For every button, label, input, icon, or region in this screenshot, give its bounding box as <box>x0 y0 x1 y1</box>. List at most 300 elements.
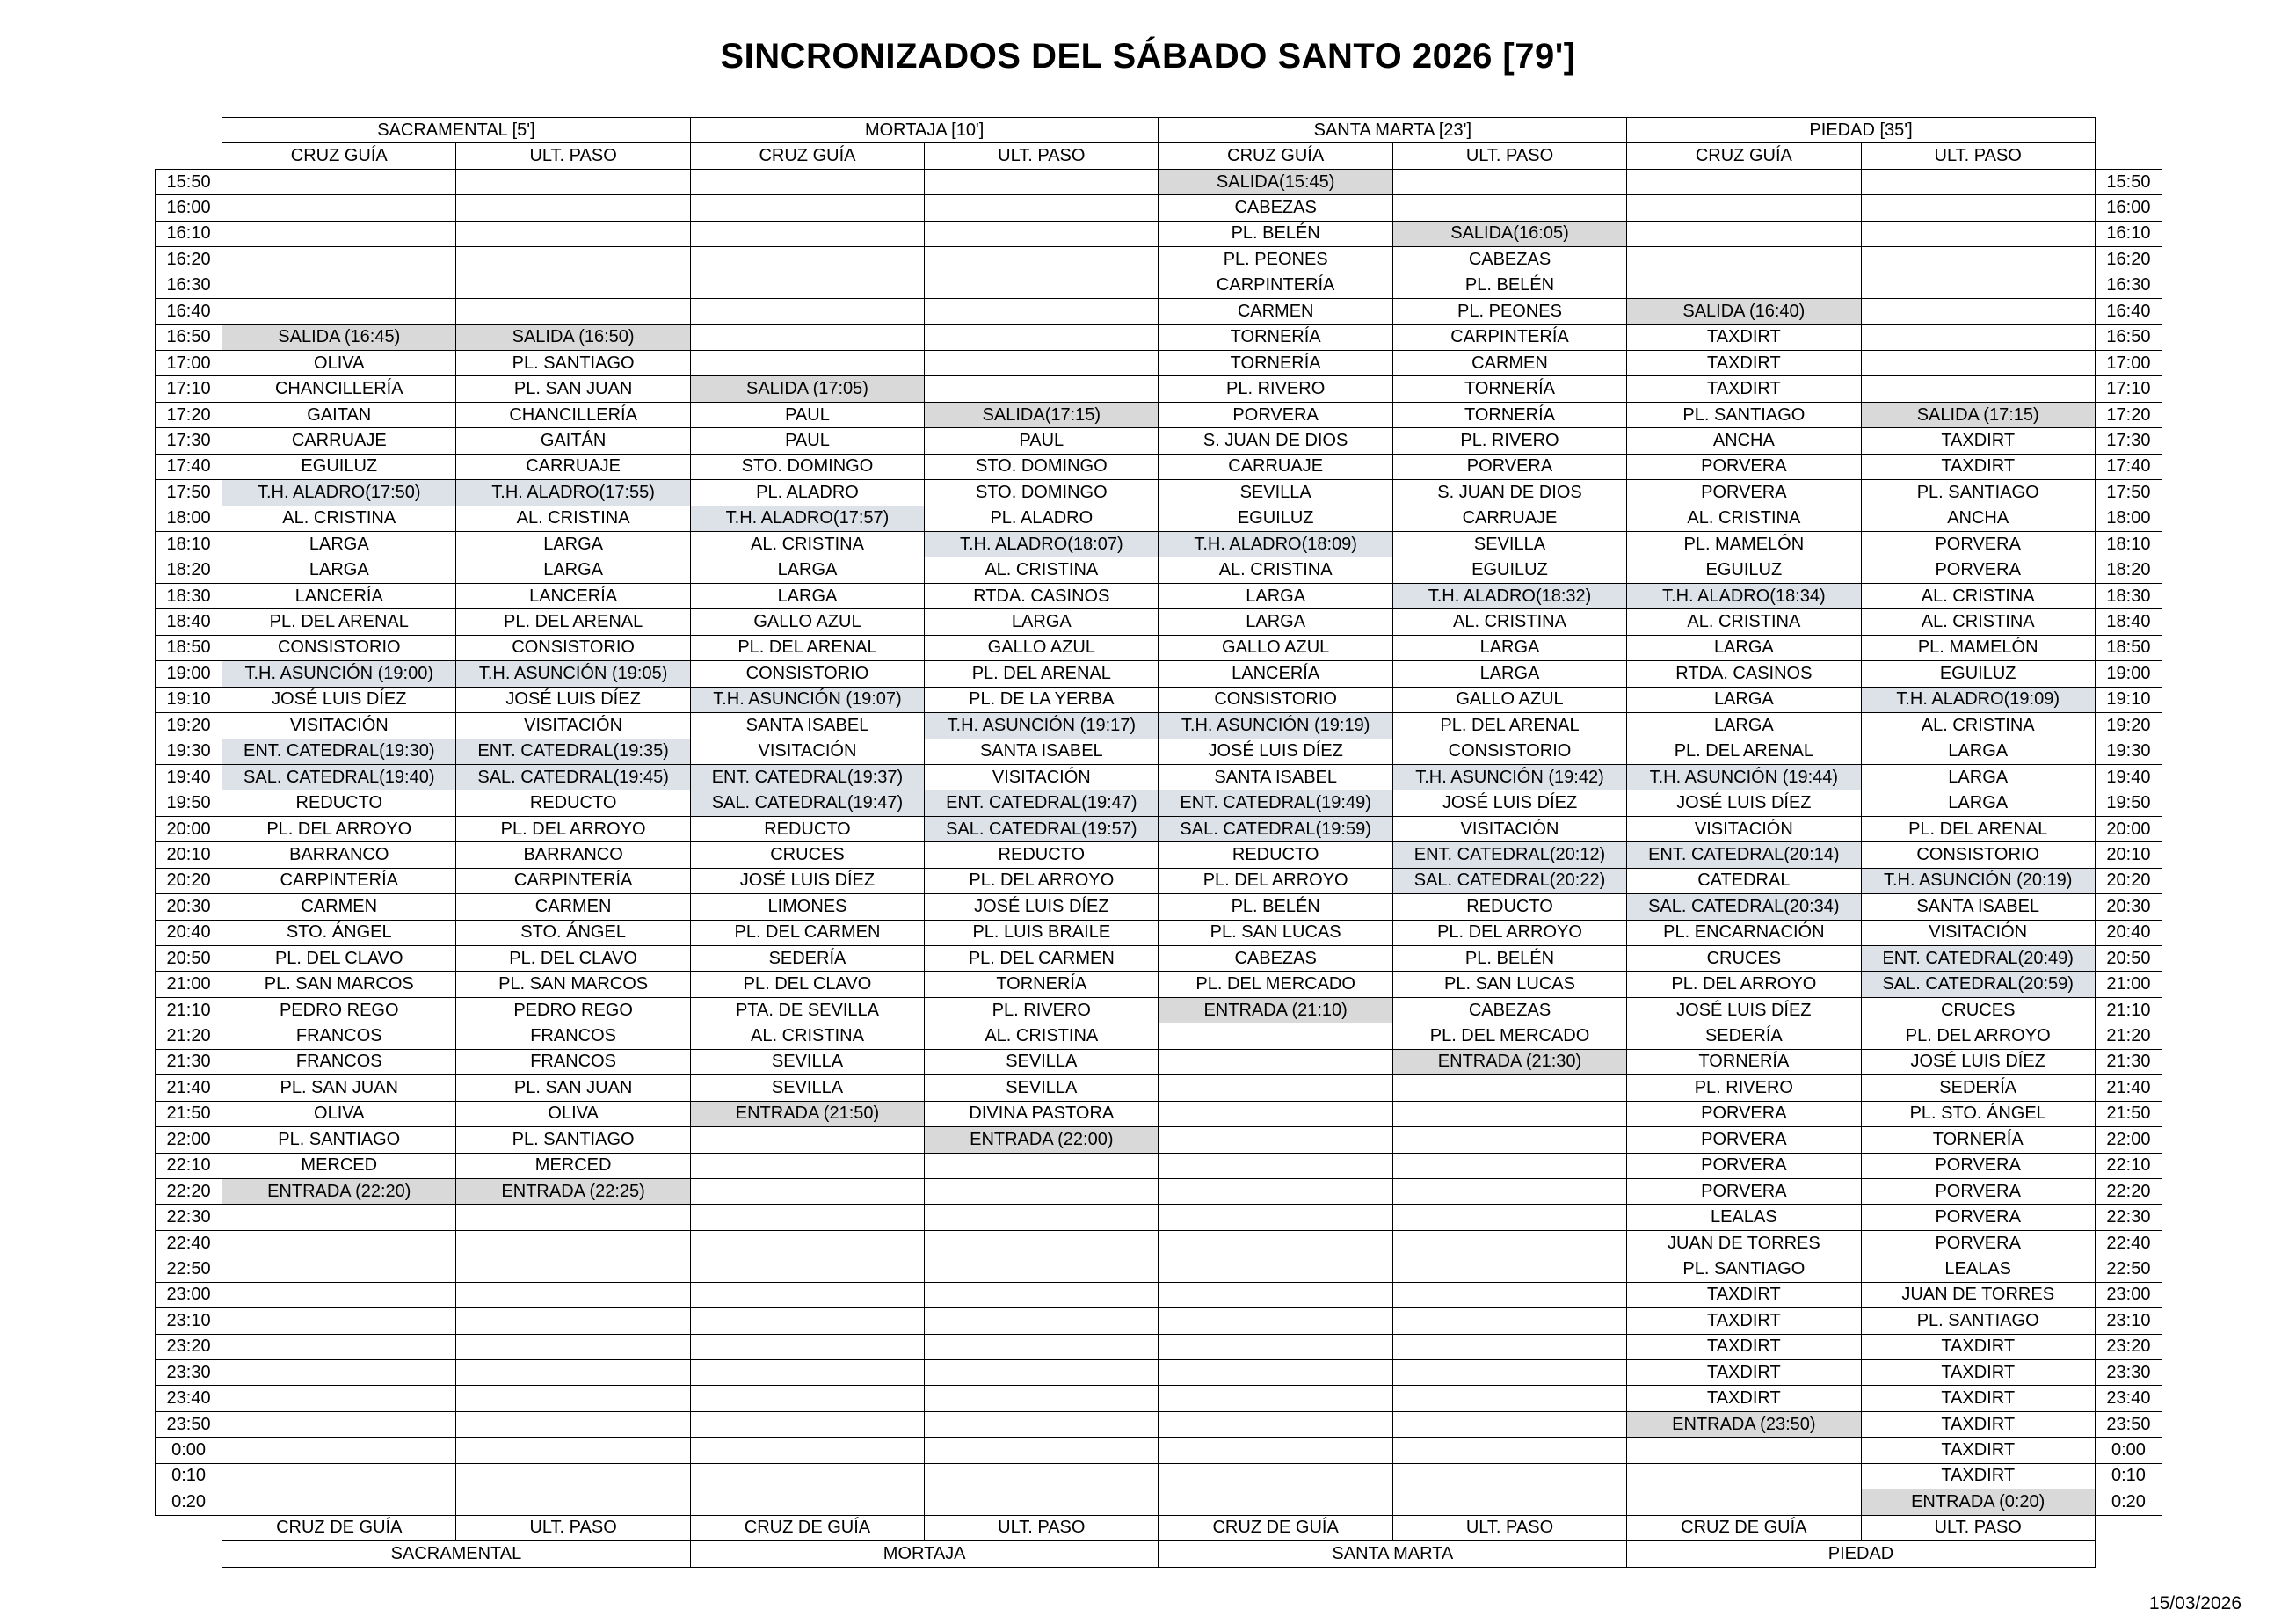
schedule-cell: CONSISTORIO <box>1392 739 1626 764</box>
schedule-cell: SALIDA(17:15) <box>925 402 1159 427</box>
time-right: 16:10 <box>2095 221 2162 246</box>
schedule-cell <box>1392 1205 1626 1230</box>
schedule-cell: PL. MAMELÓN <box>1861 635 2095 660</box>
schedule-cell: CONSISTORIO <box>690 661 924 687</box>
schedule-cell <box>1392 1386 1626 1411</box>
schedule-cell <box>690 1153 924 1178</box>
schedule-cell: CRUCES <box>1861 997 2095 1023</box>
schedule-cell: CONSISTORIO <box>222 635 456 660</box>
schedule-cell: REDUCTO <box>1159 842 1392 868</box>
schedule-cell: CARPINTERÍA <box>1159 273 1392 298</box>
table-row <box>156 868 2162 893</box>
table-row <box>156 1075 2162 1101</box>
schedule-cell: AL. CRISTINA <box>1159 557 1392 583</box>
table-row <box>156 402 2162 427</box>
schedule-cell <box>925 1256 1159 1282</box>
footer-sub-header: CRUZ DE GUÍA <box>1159 1515 1392 1540</box>
schedule-cell: PL. SANTIAGO <box>456 1127 690 1153</box>
schedule-cell: STO. DOMINGO <box>690 454 924 479</box>
schedule-cell <box>1159 1411 1392 1437</box>
schedule-cell: T.H. ASUNCIÓN (19:17) <box>925 713 1159 739</box>
schedule-cell <box>690 1127 924 1153</box>
table-row <box>156 532 2162 557</box>
schedule-cell: EGUILUZ <box>1392 557 1626 583</box>
schedule-cell: SEVILLA <box>1392 532 1626 557</box>
time-left: 23:20 <box>156 1334 222 1359</box>
schedule-cell: SEDERÍA <box>1861 1075 2095 1101</box>
table-row <box>156 299 2162 324</box>
time-right: 23:30 <box>2095 1360 2162 1386</box>
table-row <box>156 1386 2162 1411</box>
schedule-cell: AL. CRISTINA <box>1392 609 1626 635</box>
schedule-cell <box>456 1463 690 1489</box>
schedule-cell: PL. STO. ÁNGEL <box>1861 1101 2095 1126</box>
schedule-cell: CARRUAJE <box>1392 506 1626 531</box>
schedule-cell <box>1159 1360 1392 1386</box>
schedule-cell: JOSÉ LUIS DÍEZ <box>690 868 924 893</box>
time-left: 20:40 <box>156 920 222 945</box>
schedule-cell <box>1627 247 1861 273</box>
time-left: 19:00 <box>156 661 222 687</box>
time-right: 23:20 <box>2095 1334 2162 1359</box>
table-row <box>156 428 2162 454</box>
schedule-cell: VISITACIÓN <box>222 713 456 739</box>
schedule-cell <box>925 1308 1159 1334</box>
table-row <box>156 221 2162 246</box>
schedule-cell: PTA. DE SEVILLA <box>690 997 924 1023</box>
schedule-cell: TAXDIRT <box>1861 1334 2095 1359</box>
schedule-cell: BARRANCO <box>456 842 690 868</box>
schedule-cell: TAXDIRT <box>1627 324 1861 350</box>
schedule-cell: ENT. CATEDRAL(20:49) <box>1861 946 2095 972</box>
schedule-cell <box>690 1256 924 1282</box>
schedule-cell: TAXDIRT <box>1861 1411 2095 1437</box>
schedule-cell: JOSÉ LUIS DÍEZ <box>1627 790 1861 816</box>
schedule-cell: SALIDA (17:15) <box>1861 402 2095 427</box>
table-row <box>156 1334 2162 1359</box>
schedule-cell: AL. CRISTINA <box>1861 713 2095 739</box>
time-right: 20:50 <box>2095 946 2162 972</box>
schedule-cell <box>690 350 924 375</box>
table-row <box>156 1463 2162 1489</box>
time-right: 17:40 <box>2095 454 2162 479</box>
sub-header: ULT. PASO <box>925 143 1159 169</box>
schedule-cell: SALIDA(16:05) <box>1392 221 1626 246</box>
group-header: PIEDAD [35'] <box>1627 118 2096 143</box>
schedule-cell: PL. DEL ARROYO <box>456 816 690 841</box>
schedule-cell: PL. DEL ARROYO <box>1159 868 1392 893</box>
time-right: 21:50 <box>2095 1101 2162 1126</box>
time-left: 22:30 <box>156 1205 222 1230</box>
time-right: 22:30 <box>2095 1205 2162 1230</box>
schedule-cell <box>222 299 456 324</box>
schedule-cell <box>1861 299 2095 324</box>
schedule-cell <box>1861 273 2095 298</box>
time-right: 22:00 <box>2095 1127 2162 1153</box>
time-right: 23:00 <box>2095 1282 2162 1307</box>
schedule-cell: MERCED <box>456 1153 690 1178</box>
schedule-cell <box>456 247 690 273</box>
schedule-cell <box>1627 1489 1861 1515</box>
schedule-cell: SALIDA (16:45) <box>222 324 456 350</box>
schedule-cell <box>1861 376 2095 402</box>
schedule-cell <box>1392 1489 1626 1515</box>
schedule-cell: ENT. CATEDRAL(19:35) <box>456 739 690 764</box>
schedule-cell: PL. ENCARNACIÓN <box>1627 920 1861 945</box>
schedule-cell <box>1861 324 2095 350</box>
schedule-cell <box>456 195 690 221</box>
schedule-cell <box>925 221 1159 246</box>
footer-sub-header: CRUZ DE GUÍA <box>690 1515 924 1540</box>
schedule-cell: ENTRADA (0:20) <box>1861 1489 2095 1515</box>
schedule-cell: PORVERA <box>1627 1127 1861 1153</box>
time-left: 22:50 <box>156 1256 222 1282</box>
schedule-cell <box>456 1282 690 1307</box>
time-right: 18:20 <box>2095 557 2162 583</box>
schedule-cell <box>456 1308 690 1334</box>
time-left: 19:30 <box>156 739 222 764</box>
schedule-cell: PL. DEL ARENAL <box>1861 816 2095 841</box>
table-row <box>156 894 2162 920</box>
time-left: 22:40 <box>156 1230 222 1256</box>
table-row <box>156 1438 2162 1463</box>
time-left: 19:20 <box>156 713 222 739</box>
schedule-cell: LARGA <box>1627 687 1861 712</box>
schedule-cell: AL. CRISTINA <box>690 532 924 557</box>
schedule-cell: SANTA ISABEL <box>1861 894 2095 920</box>
schedule-cell: CATEDRAL <box>1627 868 1861 893</box>
time-right: 16:40 <box>2095 299 2162 324</box>
schedule-cell: FRANCOS <box>222 1049 456 1074</box>
schedule-cell: T.H. ASUNCIÓN (19:05) <box>456 661 690 687</box>
schedule-cell <box>1392 195 1626 221</box>
schedule-cell: STO. DOMINGO <box>925 480 1159 506</box>
schedule-cell: PL. DEL ARROYO <box>925 868 1159 893</box>
schedule-cell <box>222 1205 456 1230</box>
schedule-cell: PL. SAN MARCOS <box>456 972 690 997</box>
schedule-cell: DIVINA PASTORA <box>925 1101 1159 1126</box>
time-left: 19:50 <box>156 790 222 816</box>
table-row <box>156 790 2162 816</box>
schedule-cell <box>1159 1308 1392 1334</box>
time-right: 23:10 <box>2095 1308 2162 1334</box>
footer-sub-header: CRUZ DE GUÍA <box>222 1515 456 1540</box>
schedule-cell: T.H. ALADRO(18:07) <box>925 532 1159 557</box>
schedule-cell <box>690 1230 924 1256</box>
schedule-cell: CABEZAS <box>1159 946 1392 972</box>
sub-header: CRUZ GUÍA <box>690 143 924 169</box>
time-right: 17:10 <box>2095 376 2162 402</box>
schedule-cell: CHANCILLERÍA <box>456 402 690 427</box>
schedule-cell: SEDERÍA <box>690 946 924 972</box>
schedule-cell: PORVERA <box>1627 454 1861 479</box>
time-right: 0:00 <box>2095 1438 2162 1463</box>
schedule-cell: T.H. ASUNCIÓN (20:19) <box>1861 868 2095 893</box>
schedule-cell: TAXDIRT <box>1627 1386 1861 1411</box>
time-left: 21:00 <box>156 972 222 997</box>
schedule-cell: JUAN DE TORRES <box>1861 1282 2095 1307</box>
schedule-cell: LANCERÍA <box>456 583 690 608</box>
schedule-cell: SALIDA (16:50) <box>456 324 690 350</box>
schedule-cell: LANCERÍA <box>1159 661 1392 687</box>
schedule-cell <box>1159 1153 1392 1178</box>
schedule-cell: CARMEN <box>1392 350 1626 375</box>
table-row <box>156 816 2162 841</box>
sub-header: ULT. PASO <box>1861 143 2095 169</box>
schedule-cell: JOSÉ LUIS DÍEZ <box>456 687 690 712</box>
schedule-cell: OLIVA <box>222 350 456 375</box>
schedule-cell <box>690 221 924 246</box>
schedule-cell: SEVILLA <box>925 1075 1159 1101</box>
schedule-cell: OLIVA <box>456 1101 690 1126</box>
table-row <box>156 1049 2162 1074</box>
schedule-cell: T.H. ALADRO(17:57) <box>690 506 924 531</box>
sub-header-row <box>156 143 2162 169</box>
table-row <box>156 635 2162 660</box>
schedule-cell <box>690 273 924 298</box>
schedule-cell <box>1159 1282 1392 1307</box>
schedule-cell: PORVERA <box>1159 402 1392 427</box>
schedule-cell: TORNERÍA <box>1627 1049 1861 1074</box>
schedule-body <box>156 169 2162 1515</box>
schedule-cell <box>1159 1023 1392 1049</box>
schedule-cell: AL. CRISTINA <box>456 506 690 531</box>
schedule-cell: TAXDIRT <box>1627 1334 1861 1359</box>
schedule-cell: AL. CRISTINA <box>1861 583 2095 608</box>
schedule-cell: SALIDA(15:45) <box>1159 169 1392 194</box>
schedule-cell: CONSISTORIO <box>1861 842 2095 868</box>
schedule-cell <box>1392 1101 1626 1126</box>
schedule-cell <box>1392 1411 1626 1437</box>
group-header: SANTA MARTA [23'] <box>1159 118 1627 143</box>
time-left: 21:30 <box>156 1049 222 1074</box>
schedule-cell <box>456 1360 690 1386</box>
time-right: 19:50 <box>2095 790 2162 816</box>
time-right: 20:40 <box>2095 920 2162 945</box>
schedule-cell: SAL. CATEDRAL(19:47) <box>690 790 924 816</box>
time-right: 21:40 <box>2095 1075 2162 1101</box>
schedule-cell: LEALAS <box>1627 1205 1861 1230</box>
schedule-cell <box>1627 1438 1861 1463</box>
time-left: 18:50 <box>156 635 222 660</box>
schedule-cell: JOSÉ LUIS DÍEZ <box>925 894 1159 920</box>
schedule-cell: VISITACIÓN <box>1861 920 2095 945</box>
schedule-cell <box>1159 1438 1392 1463</box>
schedule-cell: STO. DOMINGO <box>925 454 1159 479</box>
table-row <box>156 1205 2162 1230</box>
schedule-cell: ENTRADA (22:25) <box>456 1178 690 1204</box>
schedule-cell: LARGA <box>1392 661 1626 687</box>
time-left: 0:20 <box>156 1489 222 1515</box>
schedule-cell <box>222 1411 456 1437</box>
schedule-cell <box>690 1438 924 1463</box>
schedule-cell: S. JUAN DE DIOS <box>1159 428 1392 454</box>
time-right: 21:20 <box>2095 1023 2162 1049</box>
schedule-cell: AL. CRISTINA <box>925 557 1159 583</box>
schedule-cell: TAXDIRT <box>1861 1438 2095 1463</box>
schedule-cell <box>222 1230 456 1256</box>
schedule-cell <box>1627 273 1861 298</box>
schedule-cell: CARPINTERÍA <box>456 868 690 893</box>
schedule-cell: ENTRADA (22:20) <box>222 1178 456 1204</box>
schedule-cell <box>1159 1489 1392 1515</box>
schedule-cell: OLIVA <box>222 1101 456 1126</box>
table-row <box>156 1023 2162 1049</box>
schedule-cell: EGUILUZ <box>1861 661 2095 687</box>
time-left: 20:30 <box>156 894 222 920</box>
schedule-cell <box>1392 1334 1626 1359</box>
time-left: 16:50 <box>156 324 222 350</box>
footer-group: SANTA MARTA <box>1159 1541 1627 1567</box>
schedule-cell <box>925 299 1159 324</box>
schedule-cell: JOSÉ LUIS DÍEZ <box>1159 739 1392 764</box>
table-row <box>156 195 2162 221</box>
schedule-cell <box>690 324 924 350</box>
document-date: 15/03/2026 <box>2148 1593 2242 1613</box>
schedule-cell <box>222 169 456 194</box>
schedule-cell: PL. PEONES <box>1159 247 1392 273</box>
time-left: 23:40 <box>156 1386 222 1411</box>
time-left: 22:00 <box>156 1127 222 1153</box>
time-right: 18:50 <box>2095 635 2162 660</box>
sub-header: CRUZ GUÍA <box>1159 143 1392 169</box>
time-right: 16:00 <box>2095 195 2162 221</box>
schedule-cell <box>1627 169 1861 194</box>
table-row <box>156 1178 2162 1204</box>
schedule-cell: FRANCOS <box>456 1049 690 1074</box>
table-row <box>156 1360 2162 1386</box>
schedule-cell: PL. DEL ARROYO <box>1627 972 1861 997</box>
schedule-cell: SAL. CATEDRAL(19:45) <box>456 764 690 790</box>
schedule-cell <box>1159 1049 1392 1074</box>
schedule-cell <box>456 1334 690 1359</box>
schedule-cell <box>222 1334 456 1359</box>
schedule-cell: CABEZAS <box>1392 997 1626 1023</box>
schedule-cell <box>456 1386 690 1411</box>
schedule-cell <box>690 247 924 273</box>
schedule-cell <box>690 1360 924 1386</box>
schedule-cell: CHANCILLERÍA <box>222 376 456 402</box>
schedule-cell: PORVERA <box>1627 1101 1861 1126</box>
group-header-row <box>156 118 2162 143</box>
schedule-cell: PL. RIVERO <box>1392 428 1626 454</box>
time-right: 22:50 <box>2095 1256 2162 1282</box>
table-row <box>156 1308 2162 1334</box>
schedule-cell: CONSISTORIO <box>1159 687 1392 712</box>
time-right: 21:30 <box>2095 1049 2162 1074</box>
schedule-cell: MERCED <box>222 1153 456 1178</box>
schedule-cell <box>1627 195 1861 221</box>
schedule-cell: LEALAS <box>1861 1256 2095 1282</box>
schedule-cell <box>1159 1334 1392 1359</box>
schedule-cell <box>925 350 1159 375</box>
time-right: 20:10 <box>2095 842 2162 868</box>
table-row <box>156 1256 2162 1282</box>
time-right: 18:30 <box>2095 583 2162 608</box>
schedule-cell: VISITACIÓN <box>456 713 690 739</box>
schedule-cell <box>690 1463 924 1489</box>
schedule-cell: SEVILLA <box>690 1075 924 1101</box>
schedule-cell <box>925 1282 1159 1307</box>
schedule-cell <box>222 1360 456 1386</box>
sub-header: ULT. PASO <box>456 143 690 169</box>
schedule-cell: PL. SAN JUAN <box>456 1075 690 1101</box>
schedule-cell <box>222 1386 456 1411</box>
schedule-cell <box>456 1205 690 1230</box>
table-row <box>156 1153 2162 1178</box>
schedule-cell: SEDERÍA <box>1627 1023 1861 1049</box>
schedule-cell: PL. BELÉN <box>1159 221 1392 246</box>
schedule-cell: T.H. ASUNCIÓN (19:19) <box>1159 713 1392 739</box>
schedule-cell: PL. DEL ARROYO <box>222 816 456 841</box>
schedule-cell <box>690 1411 924 1437</box>
schedule-cell <box>925 1411 1159 1437</box>
schedule-cell: TAXDIRT <box>1627 376 1861 402</box>
schedule-cell: PL. DEL CLAVO <box>690 972 924 997</box>
schedule-cell <box>1159 1463 1392 1489</box>
schedule-cell <box>456 221 690 246</box>
schedule-cell: ENT. CATEDRAL(19:37) <box>690 764 924 790</box>
schedule-cell: CARRUAJE <box>456 454 690 479</box>
schedule-cell: CABEZAS <box>1159 195 1392 221</box>
schedule-cell: GAITÁN <box>456 428 690 454</box>
schedule-cell: PL. DEL ARENAL <box>690 635 924 660</box>
schedule-cell: CARPINTERÍA <box>222 868 456 893</box>
time-right: 15:50 <box>2095 169 2162 194</box>
schedule-cell: GALLO AZUL <box>690 609 924 635</box>
schedule-cell <box>690 195 924 221</box>
schedule-cell: LARGA <box>1627 635 1861 660</box>
schedule-cell <box>1861 221 2095 246</box>
schedule-cell <box>925 1178 1159 1204</box>
schedule-cell: T.H. ALADRO(18:32) <box>1392 583 1626 608</box>
schedule-cell: T.H. ALADRO(17:55) <box>456 480 690 506</box>
schedule-cell: TORNERÍA <box>1392 402 1626 427</box>
schedule-cell: FRANCOS <box>456 1023 690 1049</box>
schedule-cell: VISITACIÓN <box>1392 816 1626 841</box>
time-left: 17:30 <box>156 428 222 454</box>
table-row <box>156 376 2162 402</box>
schedule-cell: PORVERA <box>1627 480 1861 506</box>
schedule-cell: ENTRADA (22:00) <box>925 1127 1159 1153</box>
schedule-cell <box>1392 1360 1626 1386</box>
schedule-cell <box>456 1256 690 1282</box>
schedule-cell: REDUCTO <box>690 816 924 841</box>
schedule-cell: ENT. CATEDRAL(19:49) <box>1159 790 1392 816</box>
time-right: 20:20 <box>2095 868 2162 893</box>
schedule-cell <box>1627 221 1861 246</box>
schedule-cell: CARRUAJE <box>222 428 456 454</box>
time-left: 22:10 <box>156 1153 222 1178</box>
time-left: 23:10 <box>156 1308 222 1334</box>
schedule-cell: LARGA <box>1159 609 1392 635</box>
schedule-cell: LARGA <box>1159 583 1392 608</box>
schedule-cell: AL. CRISTINA <box>1861 609 2095 635</box>
schedule-cell: PORVERA <box>1861 557 2095 583</box>
time-left: 16:00 <box>156 195 222 221</box>
schedule-cell: TAXDIRT <box>1861 1360 2095 1386</box>
schedule-cell: ENT. CATEDRAL(20:12) <box>1392 842 1626 868</box>
schedule-cell <box>222 1308 456 1334</box>
schedule-cell: T.H. ALADRO(17:50) <box>222 480 456 506</box>
time-right: 22:10 <box>2095 1153 2162 1178</box>
schedule-cell <box>925 1230 1159 1256</box>
table-row <box>156 1230 2162 1256</box>
schedule-cell: TAXDIRT <box>1861 1463 2095 1489</box>
schedule-cell: LARGA <box>222 557 456 583</box>
schedule-cell: REDUCTO <box>222 790 456 816</box>
schedule-cell: PORVERA <box>1861 1178 2095 1204</box>
